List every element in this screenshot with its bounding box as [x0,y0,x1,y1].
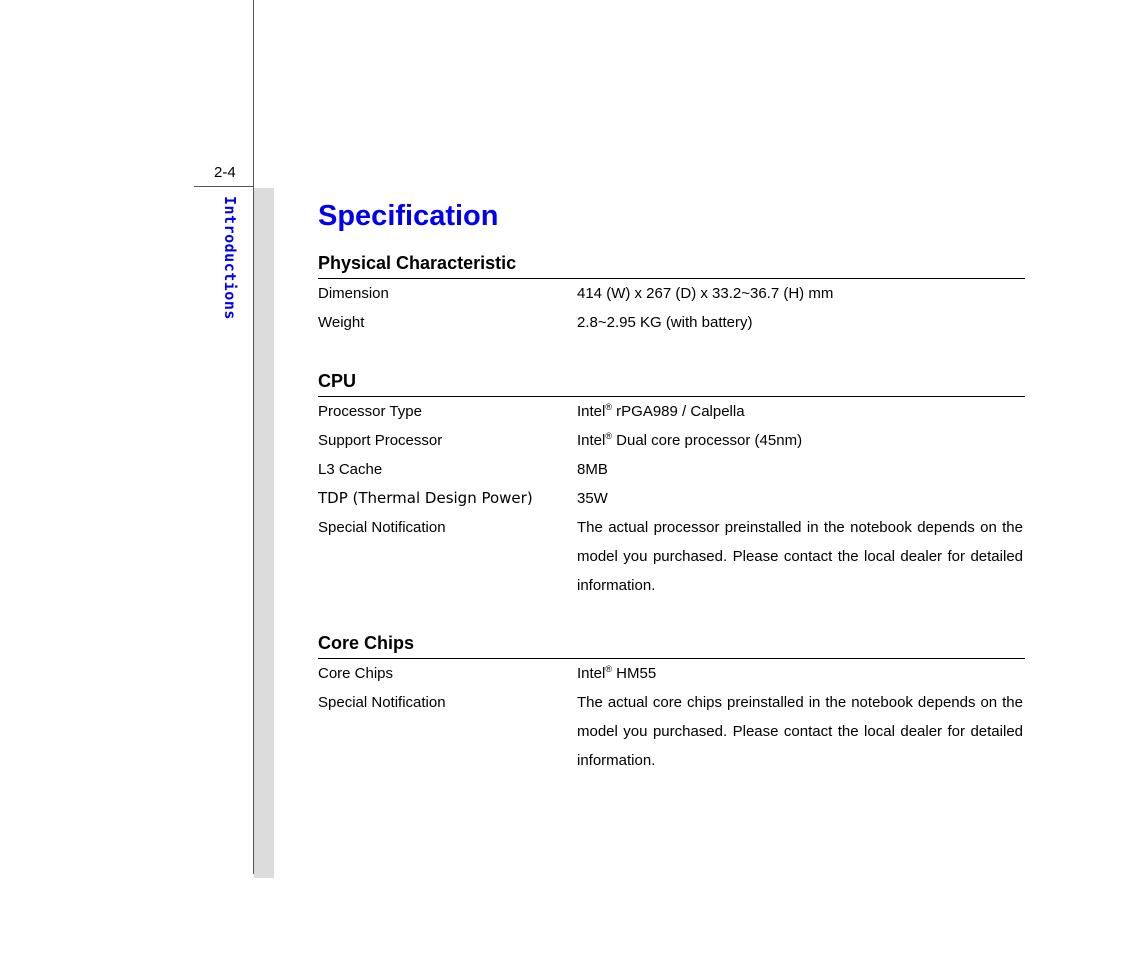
brand-name: Intel [577,403,606,420]
spec-row-special-notification [318,688,1025,775]
spec-label: Special Notification [318,519,446,536]
spec-value: 35W [577,490,608,507]
section-heading: Physical Characteristic [318,252,1025,279]
page-number: 2-4 [214,164,236,181]
registered-mark: ® [605,664,612,674]
spec-row-tdp [318,484,1025,513]
spec-value: The actual processor preinstalled in the notebook depends on the model you purchased. Please contact the local dealer for detailed information. [577,519,1023,594]
spec-row-weight [318,308,1025,337]
spec-value: 2.8~2.95 KG (with battery) [577,314,753,331]
spec-row-processor-type [318,397,1025,426]
spec-value: The actual core chips preinstalled in the notebook depends on the model you purchased. Please contact the local dealer for detailed information. [577,694,1023,769]
spec-value-text: Dual core processor (45nm) [612,432,803,449]
section-heading: Core Chips [318,632,1025,659]
spec-label: Weight [318,314,365,331]
spec-label: Support Processor [318,432,443,449]
spec-value [577,397,1023,426]
section-physical-characteristic [318,252,1025,337]
spec-value-text: HM55 [612,665,657,682]
spec-row-l3-cache [318,455,1025,484]
chapter-side-label: Introductions [221,196,239,320]
spec-value: 414 (W) x 267 (D) x 33.2~36.7 (H) mm [577,285,834,302]
spec-value-text: rPGA989 / Calpella [612,403,745,420]
registered-mark: ® [605,402,612,412]
page-number-rule [194,186,254,187]
section-heading: CPU [318,370,1025,397]
page-title: Specification [318,200,499,232]
spec-row-core-chips [318,659,1025,688]
registered-mark: ® [605,431,612,441]
spec-label: Dimension [318,285,389,302]
section-cpu [318,370,1025,600]
spec-label: L3 Cache [318,461,383,478]
section-core-chips [318,632,1025,775]
spec-row-support-processor [318,426,1025,455]
spec-value [577,426,1023,455]
brand-name: Intel [577,432,606,449]
spec-value [577,659,1023,688]
spec-row-dimension [318,279,1025,308]
spec-label: Processor Type [318,403,422,420]
spec-value: 8MB [577,461,608,478]
spec-row-special-notification [318,513,1025,600]
spec-label: Special Notification [318,694,446,711]
margin-gray-bar [254,188,274,878]
brand-name: Intel [577,665,606,682]
spec-label: TDP (Thermal Design Power) [318,489,533,507]
spec-label: Core Chips [318,665,394,682]
